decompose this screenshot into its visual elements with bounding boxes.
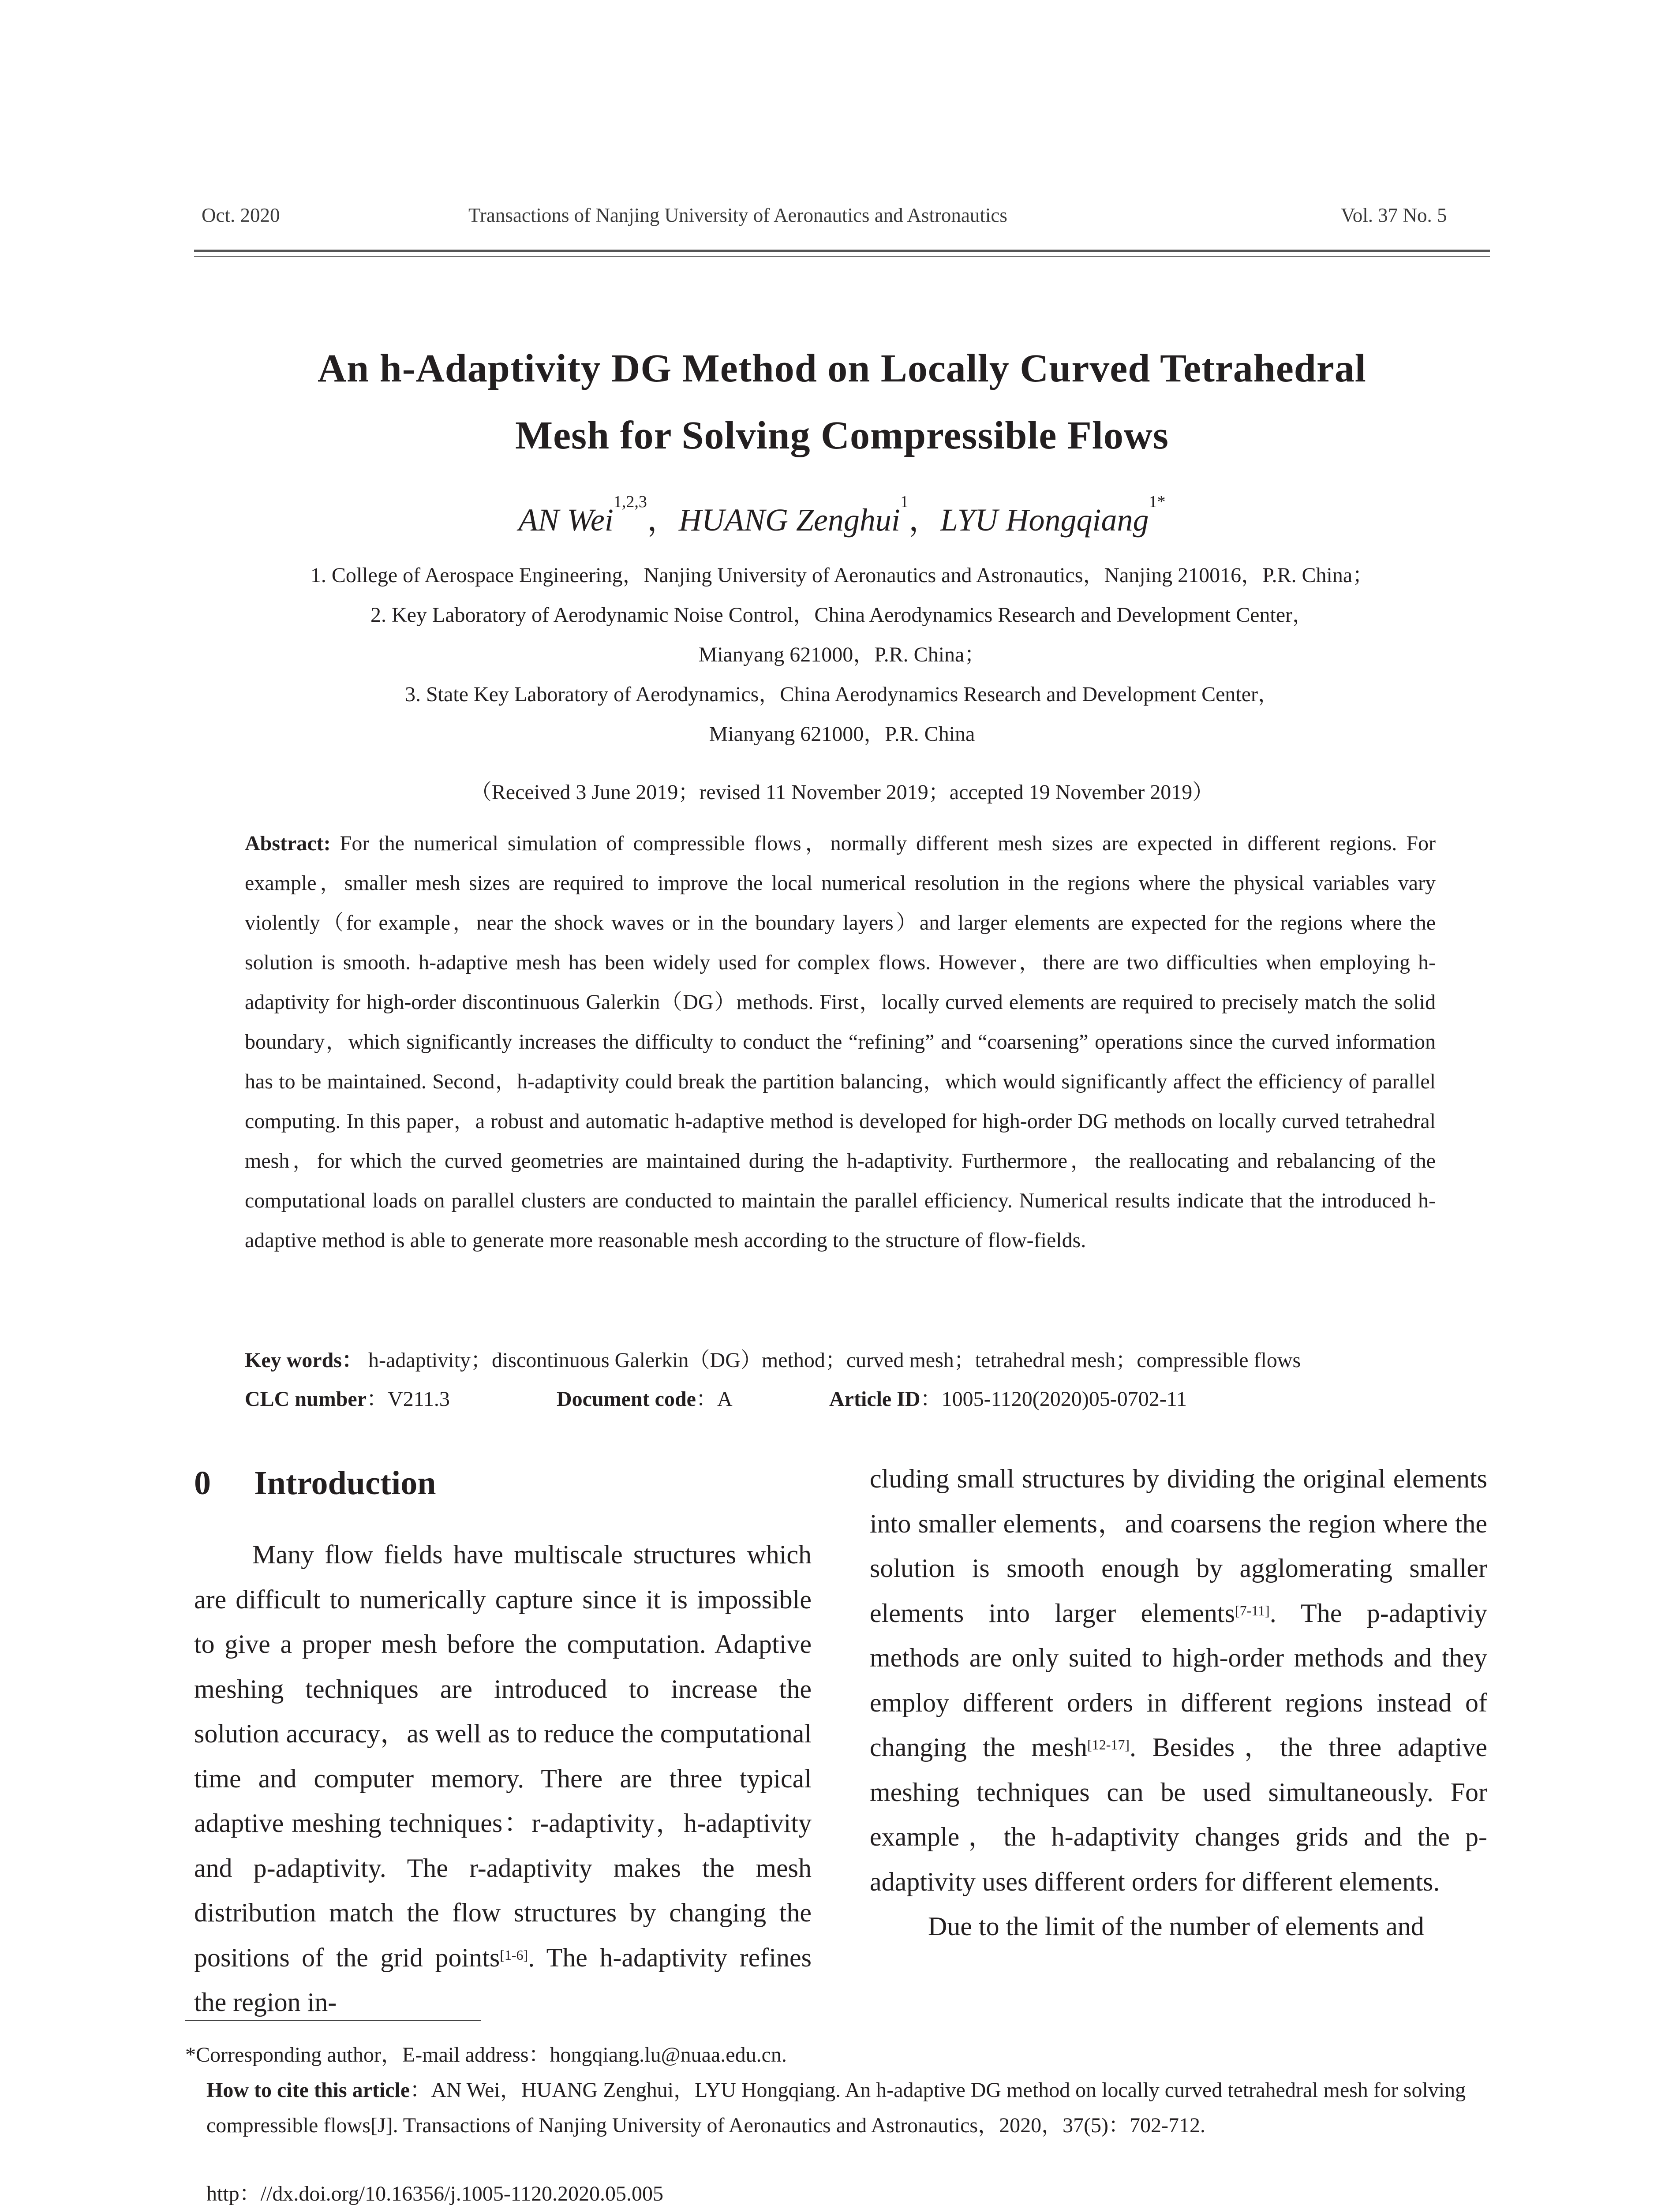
left-column	[194, 1532, 812, 2025]
section-title: Introduction	[254, 1465, 436, 1502]
author-affiliation-mark: 1	[900, 493, 909, 511]
document-code: Document code：A	[557, 1387, 733, 1411]
paragraph-text: Many flow fields have multiscale structures which are difficult to numerically capture since it is impossible to give a proper mesh before the computation. Adaptive meshing techniques are introduced to increase the solution accuracy，as well as to reduce the computational time and computer memory. There are three typical adaptive meshing techniques：r-adaptivity，h-adaptivity and p-adaptivity. The r-adaptivity makes the mesh distribution match the flow structures by changing the positions of the grid points	[194, 1540, 812, 1972]
paragraph-text: . Besides，the three adaptive meshing techniques can be used simultaneously. For example，the h-adaptivity changes grids and the p-adaptivity uses different orders for different elements.	[870, 1733, 1487, 1896]
citation-ref[interactable]: [1-6]	[500, 1947, 528, 1963]
right-column	[870, 1457, 1487, 1949]
keywords-text: h-adaptivity；discontinuous Galerkin（DG）method；curved mesh；tetrahedral mesh；compressible flows	[368, 1349, 1301, 1372]
header-rule-thick	[194, 250, 1490, 252]
corresponding-author-note: *Corresponding author，E-mail address：hongqiang.lu@nuaa.edu.cn.	[185, 2043, 787, 2067]
author-affiliation-mark: 1,2,3	[613, 493, 647, 511]
section-heading	[194, 1464, 436, 1502]
clc-label: CLC number	[245, 1387, 367, 1411]
author-name: HUANG Zenghui	[678, 502, 900, 538]
affiliation-line: Mianyang 621000，P.R. China；	[698, 643, 986, 666]
paragraph-text: cluding small structures by dividing the original elements into smaller elements，and coarsens the region where the solution is smooth enough by agglomerating smaller elements into larger elements	[870, 1464, 1487, 1628]
clc-number: CLC number：V211.3	[245, 1387, 450, 1411]
cite-text: ：AN Wei，HUANG Zenghui，LYU Hongqiang. An h-adaptive DG method on locally curved tetrahedral mesh for solving compressible flows[J]. Transactions of Nanjing University of Aeronautics and Astronautics，2020，37(5)：702-712.	[206, 2078, 1466, 2137]
keywords: Key words： h-adaptivity；discontinuous Galerkin（DG）method；curved mesh；tetrahedral mesh；compressible flows	[245, 1349, 1301, 1372]
clc-value: V211.3	[388, 1387, 450, 1411]
paragraph	[870, 1904, 1487, 1949]
paragraph	[870, 1457, 1487, 1904]
abstract-text: For the numerical simulation of compressible flows，normally different mesh sizes are expected in different regions. For example，smaller mesh sizes are required to improve the local numerical resolution in the regions where the physical variables vary violently（for example，near the shock waves or in the boundary layers）and larger elements are expected for the regions where the solution is smooth. h-adaptive mesh has been widely used for complex flows. However，there are two difficulties when employing h-adaptivity for high-order discontinuous Galerkin（DG）methods. First，locally curved elements are required to precisely match the solid boundary，which significantly increases the difficulty to conduct the “refining” and “coarsening” operations since the curved information has to be maintained. Second，h-adaptivity could break the partition balancing，which would significantly affect the efficiency of parallel computing. In this paper，a robust and automatic h-adaptive method is developed for high-order DG methods on locally curved tetrahedral mesh，for which the curved geometries are maintained during the h-adaptivity. Furthermore，the reallocating and rebalancing of the computational loads on parallel clusters are conducted to maintain the parallel efficiency. Numerical results indicate that the introduced h-adaptive method is able to generate more reasonable mesh according to the structure of flow-fields.	[245, 832, 1436, 1252]
affiliation-line: 3. State Key Laboratory of Aerodynamics，China Aerodynamics Research and Development Center，	[404, 683, 1280, 706]
affiliation-line: 2. Key Laboratory of Aerodynamic Noise Control，China Aerodynamics Research and Development Center，	[370, 603, 1314, 627]
citation-ref[interactable]: [12-17]	[1087, 1737, 1130, 1753]
citation-ref[interactable]: [7-11]	[1235, 1602, 1270, 1618]
paragraph	[194, 1532, 812, 2025]
author-affiliation-mark: 1*	[1149, 493, 1166, 511]
article-id: Article ID：1005-1120(2020)05-0702-11	[829, 1387, 1187, 1411]
doc-value: A	[717, 1387, 733, 1411]
header-rule-thin	[194, 256, 1490, 257]
header-journal: Transactions of Nanjing University of Aeronautics and Astronautics	[468, 204, 1007, 226]
affiliation-line: Mianyang 621000，P.R. China	[709, 722, 975, 746]
keywords-label: Key words	[245, 1349, 342, 1372]
paragraph-text: . The p-adaptiviy methods are only suited to high-order methods and they employ different orders in different regions instead of changing the mesh	[870, 1598, 1487, 1762]
title-line-2: Mesh for Solving Compressible Flows	[515, 414, 1169, 457]
author-name: AN Wei	[518, 502, 614, 538]
doc-label: Document code	[557, 1387, 696, 1411]
how-to-cite	[185, 2073, 1494, 2143]
header-volume: Vol. 37 No. 5	[1341, 204, 1447, 226]
affiliation-line: 1. College of Aerospace Engineering，Nanjing University of Aeronautics and Astronautics，Nanjing 210016，P.R. China；	[310, 564, 1374, 587]
header-date: Oct. 2020	[202, 204, 280, 226]
cite-label: How to cite this article	[206, 2078, 410, 2102]
author-name: LYU Hongqiang	[940, 502, 1149, 538]
paper-title	[194, 335, 1490, 469]
abstract-label: Abstract:	[245, 832, 331, 855]
title-line-1: An h-Adaptivity DG Method on Locally Curved Tetrahedral	[318, 347, 1366, 390]
author-list: AN Wei$^{1,2,3}$，HUANG Zenghui$^1$，LYU Hongqiang$^{1*}$	[518, 493, 1166, 538]
doi-link[interactable]: http：//dx.doi.org/10.16356/j.1005-1120.2020.05.005	[206, 2182, 664, 2205]
footnote-rule	[185, 2020, 481, 2021]
paragraph-text: Due to the limit of the number of elements and	[928, 1912, 1424, 1941]
affiliations	[194, 556, 1490, 754]
paragraph-text: . The h-adaptivity refines the region in-	[194, 1943, 812, 2017]
section-number: 0	[194, 1465, 211, 1502]
article-value: 1005-1120(2020)05-0702-11	[941, 1387, 1187, 1411]
received-dates: （Received 3 June 2019；revised 11 November 2019；accepted 19 November 2019）	[470, 781, 1214, 804]
abstract	[245, 824, 1436, 1260]
article-label: Article ID	[829, 1387, 920, 1411]
